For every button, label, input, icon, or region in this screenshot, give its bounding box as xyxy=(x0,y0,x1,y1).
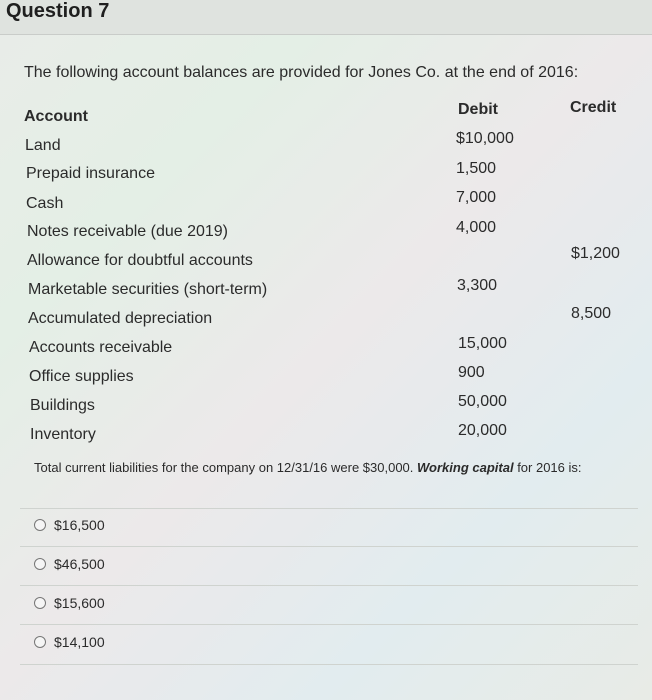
answer-choice[interactable] xyxy=(34,595,105,611)
credit-value: 8,500 xyxy=(571,305,612,322)
answer-choice[interactable] xyxy=(34,556,105,572)
question-text-tail: for 2016 is: xyxy=(513,460,582,475)
account-name: Prepaid insurance xyxy=(26,165,155,182)
account-name: Notes receivable (due 2019) xyxy=(27,223,229,240)
answer-choice-label: $16,500 xyxy=(54,517,105,533)
account-name: Land xyxy=(25,137,61,154)
answer-choice-label: $15,600 xyxy=(54,595,105,611)
account-name: Office supplies xyxy=(29,368,134,385)
question-text-emphasis: Working capital xyxy=(417,460,514,475)
debit-value: 1,500 xyxy=(456,160,497,177)
account-name: Allowance for doubtful accounts xyxy=(27,252,253,269)
answer-choice-label: $14,100 xyxy=(54,634,105,650)
radio-button-icon[interactable] xyxy=(34,558,46,570)
debit-value: 20,000 xyxy=(458,422,507,439)
answer-choice[interactable] xyxy=(34,517,105,533)
question-intro: The following account balances are provided for Jones Co. at the end of 2016: xyxy=(24,64,579,81)
question-text xyxy=(34,460,582,475)
account-name: Inventory xyxy=(30,426,96,443)
choice-divider xyxy=(20,585,638,586)
debit-value: 50,000 xyxy=(458,393,507,410)
answer-choice-label: $46,500 xyxy=(54,556,105,572)
debit-column-header: Debit xyxy=(458,101,498,118)
debit-value: 900 xyxy=(458,364,485,381)
debit-value: 4,000 xyxy=(456,219,497,236)
answer-choice[interactable] xyxy=(34,634,105,650)
credit-column-header: Credit xyxy=(570,99,617,116)
radio-button-icon[interactable] xyxy=(34,519,46,531)
choice-divider xyxy=(20,508,638,509)
account-name: Accumulated depreciation xyxy=(28,310,213,327)
choice-divider xyxy=(20,546,638,547)
account-name: Cash xyxy=(26,195,64,212)
question-title: Question 7 xyxy=(6,0,110,22)
account-name: Marketable securities (short-term) xyxy=(28,281,268,298)
choice-divider xyxy=(20,664,638,665)
account-column-header: Account xyxy=(24,108,88,125)
radio-button-icon[interactable] xyxy=(34,597,46,609)
debit-value: 15,000 xyxy=(458,335,507,352)
debit-value: 3,300 xyxy=(457,277,498,294)
account-name: Accounts receivable xyxy=(29,339,173,356)
question-text-lead: Total current liabilities for the company on 12/31/16 were $30,000. xyxy=(34,460,418,475)
debit-value: $10,000 xyxy=(456,130,514,147)
account-name: Buildings xyxy=(30,397,95,414)
radio-button-icon[interactable] xyxy=(34,636,46,648)
choice-divider xyxy=(20,624,638,625)
debit-value: 7,000 xyxy=(456,189,497,206)
credit-value: $1,200 xyxy=(571,245,620,262)
question-header xyxy=(0,0,652,35)
